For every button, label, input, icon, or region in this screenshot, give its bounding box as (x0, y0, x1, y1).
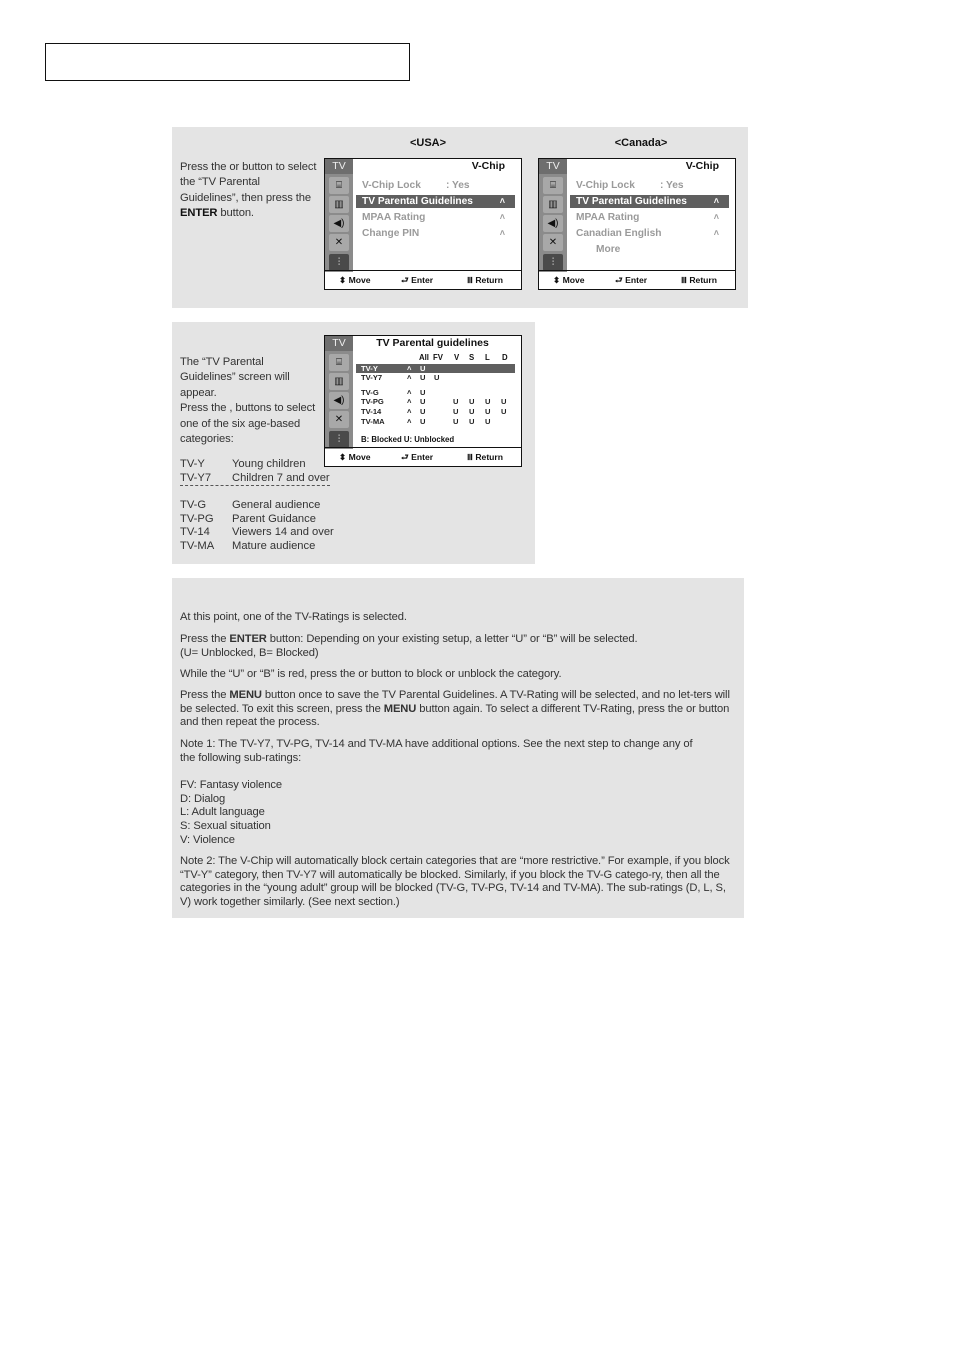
col-header-fv: FV (433, 353, 443, 362)
return-hint: Ⅲ Return (467, 452, 504, 462)
category-row: TV-MA Mature audience (180, 539, 316, 552)
young-category-list (180, 458, 360, 485)
category-row: TV-Y Young children (180, 458, 306, 470)
subratings-list (180, 779, 736, 848)
channel-icon[interactable]: ▥ (543, 196, 563, 213)
move-hint: ⬍ Move (339, 452, 371, 462)
canada-label: <Canada> (614, 137, 668, 149)
menu-item-tv-parental-guidelines[interactable]: TV Parental Guidelines ˄ (356, 195, 515, 208)
step-panel-select-guidelines (172, 127, 748, 308)
antenna-icon[interactable]: ✕ (329, 234, 349, 251)
menu-item-tv-parental-guidelines[interactable]: TV Parental Guidelines ˄ (570, 195, 729, 208)
col-header-d: D (502, 353, 508, 362)
tv-tab[interactable]: TV (325, 336, 353, 351)
setup-icon[interactable]: ⫶ (543, 254, 563, 271)
arrow-icon: ˄ (713, 212, 719, 222)
category-row: TV-PG Parent Guidance (180, 512, 316, 525)
updown-icon: ⬍ (339, 275, 347, 285)
rating-row-tv-ma[interactable]: TV-MA ˄ U U U U (361, 417, 491, 426)
arrow-icon: ˄ (499, 228, 505, 238)
menu-item-vchip-lock[interactable]: V-Chip Lock : Yes (576, 180, 684, 191)
antenna-icon[interactable]: ✕ (329, 411, 349, 428)
arrow-icon: ˄ (713, 228, 719, 238)
updown-icon: ⬍ (339, 452, 347, 462)
usa-vchip-screen (324, 158, 522, 290)
menu-sidebar (325, 159, 353, 272)
antenna-icon[interactable]: ✕ (543, 234, 563, 251)
category-row: TV-Y7 Children 7 and over (180, 471, 330, 484)
category-row: TV-G General audience (180, 499, 321, 511)
screen-title: V-Chip (685, 160, 719, 172)
step2-instructions: The “TV Parental Guidelines” screen will appear. Press the , buttons to select one of the six age-based categories: (180, 356, 316, 446)
col-header-v: V (454, 353, 460, 362)
col-header-l: L (485, 353, 490, 362)
sound-icon[interactable]: ◀) (329, 215, 349, 232)
return-hint: Ⅲ Return (681, 275, 718, 285)
menu-sidebar (539, 159, 567, 272)
rating-row-tv-g[interactable]: TV-G ˄ U (361, 388, 426, 397)
picture-icon[interactable]: ⌸ (329, 354, 349, 371)
move-hint: ⬍ Move (339, 275, 371, 285)
menu-item-more[interactable]: More (596, 244, 621, 255)
channel-icon[interactable]: ▥ (329, 373, 349, 390)
category-divider (180, 485, 330, 486)
setup-icon[interactable]: ⫶ (329, 254, 349, 271)
picture-icon[interactable]: ⌸ (543, 177, 563, 194)
updown-icon: ⬍ (553, 275, 561, 285)
arrow-icon: ˄ (499, 212, 505, 222)
usa-label: <USA> (409, 137, 447, 149)
step3-paragraph-2: Press the ENTER button: Depending on your existing setup, a letter “U” or “B” will be selected. (U= Unblocked, B= Blocked) (180, 633, 638, 659)
menu-icon: Ⅲ (467, 452, 473, 462)
osd-footer (325, 270, 521, 289)
subrating-item: FV: Fantasy violence (180, 779, 283, 791)
step3-paragraph-1: At this point, one of the TV-Ratings is selected. (180, 611, 407, 623)
subrating-item: S: Sexual situation (180, 820, 271, 833)
enter-hint: ⮐ Enter (401, 452, 434, 462)
col-header-s: S (469, 353, 475, 362)
general-category-list (180, 499, 360, 553)
screen-title: V-Chip (471, 160, 505, 172)
enter-icon: ⮐ (401, 275, 409, 285)
rating-row-tv-y7[interactable]: TV-Y7 ˄ U U (361, 373, 440, 382)
tv-tab[interactable]: TV (539, 159, 567, 174)
subrating-item: L: Adult language (180, 806, 265, 819)
return-hint: Ⅲ Return (467, 275, 504, 285)
osd-footer (539, 270, 735, 289)
menu-icon: Ⅲ (681, 275, 687, 285)
enter-icon: ⮐ (401, 452, 409, 462)
header-box (45, 43, 410, 81)
move-hint: ⬍ Move (553, 275, 585, 285)
menu-item-mpaa-rating[interactable]: MPAA Rating ˄ (362, 212, 505, 223)
menu-icon: Ⅲ (467, 275, 473, 285)
subrating-item: D: Dialog (180, 792, 226, 805)
arrow-icon: ˄ (713, 196, 719, 206)
arrow-icon: ˄ (499, 196, 505, 206)
menu-item-canadian-english[interactable]: Canadian English ˄ (576, 228, 719, 239)
sound-icon[interactable]: ◀) (329, 392, 349, 409)
menu-item-change-pin[interactable]: Change PIN ˄ (362, 228, 505, 239)
menu-sidebar (325, 336, 353, 449)
legend: B: Blocked U: Unblocked (361, 435, 455, 444)
col-header-all: All (419, 353, 429, 362)
channel-icon[interactable]: ▥ (329, 196, 349, 213)
enter-icon: ⮐ (615, 275, 623, 285)
picture-icon[interactable]: ⌸ (329, 177, 349, 194)
menu-item-vchip-lock[interactable]: V-Chip Lock : Yes (362, 180, 470, 191)
rating-row-tv-y[interactable]: TV-Y ˄ U (356, 364, 515, 373)
setup-icon[interactable]: ⫶ (329, 431, 349, 448)
note-1: Note 1: The TV-Y7, TV-PG, TV-14 and TV-MA have additional options. See the next step to change any of the following sub-ratings: (180, 738, 693, 764)
canada-vchip-screen (538, 158, 736, 290)
subrating-item: V: Violence (180, 833, 235, 846)
rating-row-tv-14[interactable]: TV-14 ˄ U U U U U (361, 407, 507, 416)
enter-hint: ⮐ Enter (401, 275, 434, 285)
category-row: TV-14 Viewers 14 and over (180, 526, 334, 539)
screen-title: TV Parental guidelines (376, 337, 489, 349)
note-2: Note 2: The V-Chip will automatically block certain categories that are “more restrictive.” For example, if you block “TV-Y” category, then TV-Y7 will automatically be blocked. Similarly, if you block the TV-G catego-ry, then all the categories in the “young adult” group will be blocked (TV-G, TV-PG, TV-14 and TV-MA). The sub-ratings (D, L, S, V) work together similarly. (See next section.) (180, 855, 730, 909)
step3-paragraph-4: Press the MENU button once to save the TV Parental Guidelines. A TV-Rating will be selected, and no let-ters will be selected. To exit this screen, press the MENU button again. To select a different TV-Rating, press the or button and then repeat the process. (180, 689, 730, 729)
step1-instructions: Press the or button to select the “TV Parental Guidelines”, then press the ENTER button. (180, 161, 317, 220)
tv-tab[interactable]: TV (325, 159, 353, 174)
rating-row-tv-pg[interactable]: TV-PG ˄ U U U U U (361, 397, 507, 406)
menu-item-mpaa-rating[interactable]: MPAA Rating ˄ (576, 212, 719, 223)
enter-hint: ⮐ Enter (615, 275, 648, 285)
sound-icon[interactable]: ◀) (543, 215, 563, 232)
step3-paragraph-3: While the “U” or “B” is red, press the or button to block or unblock the category. (180, 668, 562, 680)
tv-parental-guidelines-screen (324, 335, 522, 467)
